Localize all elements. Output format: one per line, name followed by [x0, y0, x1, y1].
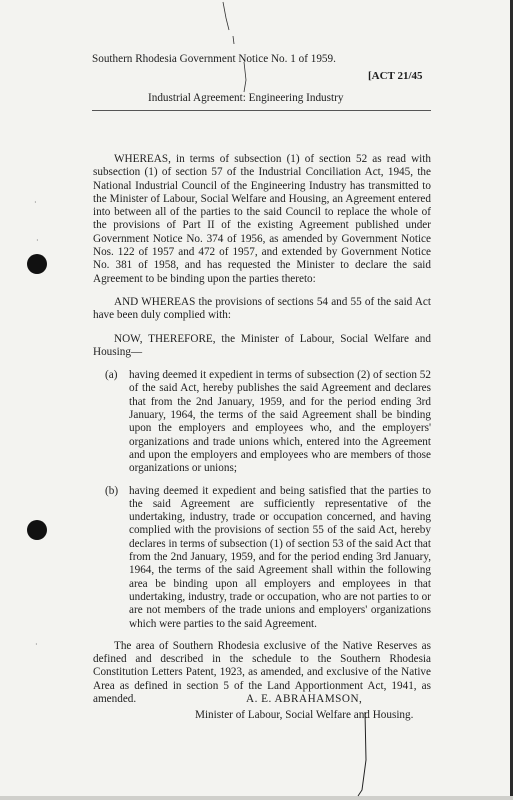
punch-hole-middle [27, 520, 47, 540]
notice-body [93, 153, 431, 716]
and-whereas-paragraph: AND WHEREAS the provisions of sections 54 and 55 of the said Act have been duly complied with: [93, 295, 431, 322]
scan-speck: · [34, 198, 37, 207]
scan-edge-bottom [0, 796, 513, 800]
header-divider [92, 110, 431, 111]
now-therefore-paragraph: NOW, THEREFORE, the Minister of Labour, Social Welfare and Housing— [93, 332, 431, 358]
clause-b [93, 485, 431, 631]
signatory-title: Minister of Labour, Social Welfare and Housing. [195, 709, 414, 721]
clause-a [93, 369, 431, 475]
clause-b-label: (b) [105, 484, 119, 497]
whereas-paragraph: WHEREAS, in terms of subsection (1) of section 52 as read with subsection (1) of section 57 of the Industrial Conciliation Act, 1945, the National Industrial Council of the Engineering Industry has transmitted to the Minister of Labour, Social Welfare and Housing, an Agreement entered into between all of the parties to the said Council to replace the whole of the provisions of Part II of the existing Agreement published under Government Notice No. 374 of 1956, as amended by Government Notice Nos. 122 of 1957 and 472 of 1957, and extended by Government Notice No. 381 of 1958, and has requested the Minister to declare the said Agreement to be binding upon the parties thereto: [93, 153, 431, 285]
clause-a-text: having deemed it expedient in terms of subsection (2) of section 52 of the said Act, hereby publishes the said Agreement and declares that from the 2nd January, 1959, and for the period ending 3rd January, 1964, the terms of the said Agreement shall be binding upon the employers and employees who, and the employers' organizations and trade unions which, entered into the Agreement and upon the employers and employees who are members of those organizations or unions; [129, 369, 431, 475]
notice-number: Southern Rhodesia Government Notice No. 1 of 1959. [92, 53, 336, 65]
signatory-name: A. E. ABRAHAMSON, [246, 693, 363, 705]
scan-speck: · [35, 640, 38, 649]
clause-b-text: having deemed it expedient and being satisfied that the parties to the said Agreement are sufficiently representative of the undertaking, industry, trade or occupation concerned, and having complied with the provisions of section 55 of the said Act, hereby declares in terms of subsection (1) of section 53 of the said Act that from the 2nd January, 1959, and for the period ending 3rd January, 1964, the terms of the said Agreement shall within the following area be binding upon all employers and employees in that undertaking, industry, trade or occupation, who are not parties to or are not members of the trade unions and employers' organizations which were parties to the said Agreement. [129, 484, 431, 630]
punch-hole-top [27, 254, 47, 274]
act-reference: [ACT 21/45 [368, 70, 423, 82]
scan-speck: · [36, 236, 39, 245]
area-paragraph: The area of Southern Rhodesia exclusive of the Native Reserves as defined and described in the schedule to the Southern Rhodesia Constitution Letters Patent, 1923, as amended, and exclusive of the Native Area as defined in section 5 of the Land Apportionment Act, 1941, as amended. [93, 639, 431, 705]
subject-heading: Industrial Agreement: Engineering Industry [148, 92, 344, 104]
clause-a-label: (a) [105, 369, 118, 382]
